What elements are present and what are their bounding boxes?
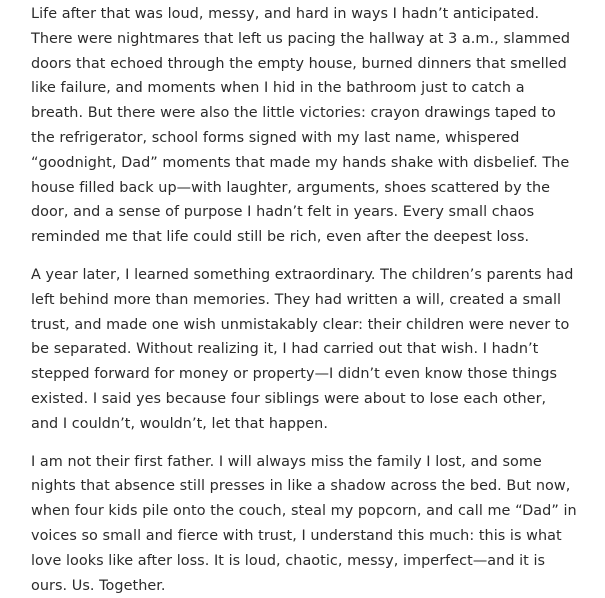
paragraph-3: I am not their first father. I will always miss the family I lost, and some nights that absence still presses in like a shadow across the bed. But now, when four kids pile onto the couch, steal my popcorn, and call me “Dad” in voices so small and fierce with trust, I understand this much: this is what love looks like after loss. It is loud, chaotic, messy, imperfect—and it is ours. Us. Together. <box>31 453 577 594</box>
paragraph-1: Life after that was loud, messy, and hard in ways I hadn’t anticipated. There were nightmares that left us pacing the hallway at 3 a.m., slammed doors that echoed through the empty house, burned dinners that smelled like failure, and moments when I hid in the bathroom just to catch a breath. But there were also the little victories: crayon drawings taped to the refrigerator, school forms signed with my last name, whispered “goodnight, Dad” moments that made my hands shake with disbelief. The house filled back up—with laughter, arguments, shoes scattered by the door, and a sense of purpose I hadn’t felt in years. Every small chaos reminded me that life could still be rich, even after the deepest loss. <box>31 6 571 246</box>
paragraph-2: A year later, I learned something extraordinary. The children’s parents had left behind more than memories. They had written a will, created a small trust, and made one wish unmistakably clear: their children were never to be separated. Without realizing it, I had carried out that wish. I hadn’t stepped forward for money or property—I didn’t even know those things existed. I said yes because four siblings were about to lose each other, and I couldn’t, wouldn’t, let that happen. <box>31 266 574 432</box>
